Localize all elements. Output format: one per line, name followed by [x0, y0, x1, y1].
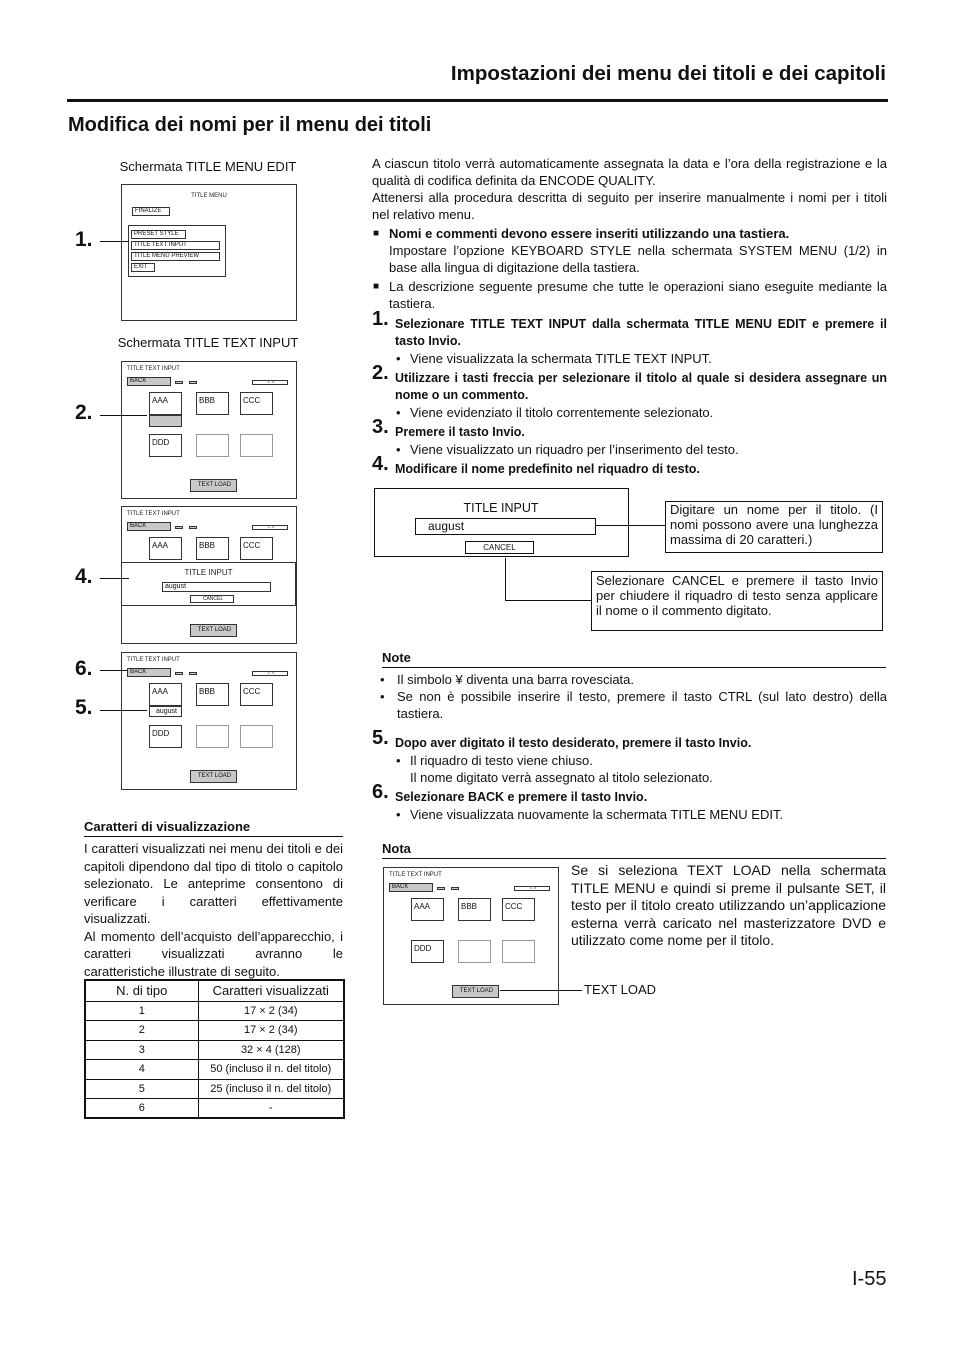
note-section	[372, 671, 887, 823]
table-header: Caratteri visualizzati	[198, 980, 344, 1001]
empty-tile	[240, 725, 273, 748]
step-number: 5.	[372, 727, 389, 749]
intro-section	[372, 155, 887, 478]
title-input-diagram	[374, 488, 629, 557]
step-number: 2.	[372, 362, 389, 384]
next-icon	[189, 381, 197, 384]
bullet-bold: Nomi e commenti devono essere inseriti utilizzando una tastiera.	[389, 226, 790, 241]
step-number: 1.	[372, 308, 389, 330]
title-tile: CCC	[502, 898, 535, 921]
bullet	[372, 225, 887, 276]
table-row	[85, 1021, 344, 1041]
title-tile: DDD	[149, 434, 182, 457]
title-text-input-screen	[121, 361, 297, 499]
screen-title: TITLE MENU	[191, 193, 227, 199]
prev-icon	[175, 526, 183, 529]
table-cell: -	[198, 1099, 344, 1119]
menu-item: EXIT	[131, 263, 155, 272]
table-cell: 50 (incluso il n. del titolo)	[198, 1060, 344, 1080]
table-row	[85, 1040, 344, 1060]
leader-line	[100, 415, 147, 416]
text-load-button: TEXT LOAD	[452, 985, 499, 998]
note-item: • Se non è possibile inserire il testo, premere il tasto CTRL (sul lato destro) della tastiera.	[372, 688, 887, 722]
bullet-text: ■ La descrizione seguente presume che tutte le operazioni siano eseguite mediante la tastiera.	[372, 278, 887, 312]
finalize-button: FINALIZE	[132, 207, 170, 216]
step-text: Premere il tasto Invio.	[395, 425, 525, 439]
table-cell: 5	[85, 1079, 198, 1099]
intro: Attenersi alla procedura descritta di seguito per inserire manualmente i nomi per i titoli nel relativo menu.	[372, 190, 887, 222]
chars-body	[84, 840, 343, 980]
title-text-input-screen	[383, 867, 559, 1005]
next-icon	[451, 887, 459, 890]
step-detail: • Viene visualizzata nuovamente la schermata TITLE MENU EDIT.	[372, 806, 887, 823]
text-load-button: TEXT LOAD	[190, 624, 237, 637]
nota-text: Se si seleziona TEXT LOAD nella schermata TITLE MENU e quindi si preme il pulsante SET, il testo per il titolo creato utilizzando un’applicazione esterna verrà caricato nel masterizzatore DVD e utilizzato come nome per il titolo.	[571, 862, 886, 949]
callout-cancel: Selezionare CANCEL e premere il tasto Invio per chiudere il riquadro di testo senza applicare il nome o il commento digitato.	[591, 571, 883, 631]
leader-line	[500, 990, 582, 991]
steps-list	[372, 727, 887, 823]
page-indicator: 1 - 6	[252, 671, 288, 676]
step-text: Selezionare BACK e premere il tasto Invio.	[395, 790, 648, 804]
menu-item: TITLE TEXT INPUT	[131, 241, 220, 250]
step-number: 4.	[372, 453, 389, 475]
step-3	[372, 416, 887, 441]
leader-line	[595, 525, 665, 526]
note-item: • Il simbolo ¥ diventa una barra rovesciata.	[372, 671, 887, 688]
page-title: Modifica dei nomi per il menu dei titoli	[68, 114, 432, 136]
selected-name-slot	[149, 415, 182, 427]
table-cell: 17 × 2 (34)	[198, 1021, 344, 1041]
title-tile: DDD	[411, 940, 444, 963]
step-detail: • Viene visualizzata la schermata TITLE TEXT INPUT.	[372, 350, 887, 367]
title-tile: BBB	[458, 898, 491, 921]
title-tile: AAA	[411, 898, 444, 921]
title-text-input-screen	[121, 652, 297, 790]
screen-title: TITLE TEXT INPUT	[127, 657, 180, 663]
step-label: 4.	[75, 565, 93, 588]
title-input-dialog	[121, 562, 296, 606]
text-load-button: TEXT LOAD	[190, 770, 237, 783]
step-label: 5.	[75, 696, 93, 719]
caption-text-input: Schermata TITLE TEXT INPUT	[117, 335, 299, 350]
cancel-button: CANCEL	[190, 595, 234, 603]
caption-menu-edit: Schermata TITLE MENU EDIT	[119, 159, 297, 174]
step-text: Dopo aver digitato il testo desiderato, premere il tasto Invio.	[395, 736, 752, 750]
back-button: BACK	[127, 668, 171, 677]
table-cell: 1	[85, 1001, 198, 1021]
title-tile: CCC	[240, 683, 273, 706]
leader-line	[100, 710, 147, 711]
title-input-label: TITLE INPUT	[184, 568, 233, 577]
table-cell: 17 × 2 (34)	[198, 1001, 344, 1021]
title-input-field: august	[415, 518, 596, 535]
step-number: 6.	[372, 781, 389, 803]
title-tile: CCC	[240, 537, 273, 560]
table-row	[85, 1079, 344, 1099]
next-icon	[189, 526, 197, 529]
title-input-label: TITLE INPUT	[463, 501, 539, 515]
chars-table	[84, 979, 345, 1119]
empty-tile	[240, 434, 273, 457]
step-5	[372, 727, 887, 752]
section-title: Impostazioni dei menu dei titoli e dei capitoli	[450, 62, 886, 85]
table-row	[85, 1099, 344, 1119]
step-detail: • Viene evidenziato il titolo correntemente selezionato.	[372, 404, 887, 421]
screen-title: TITLE TEXT INPUT	[127, 511, 180, 517]
empty-tile	[196, 725, 229, 748]
table-cell: 4	[85, 1060, 198, 1080]
prev-icon	[175, 672, 183, 675]
text-load-label: TEXT LOAD	[584, 982, 657, 997]
title-tile: BBB	[196, 392, 229, 415]
table-row	[85, 1001, 344, 1021]
leader-line	[100, 578, 129, 579]
page-indicator: 1 - 6	[252, 380, 288, 385]
prev-icon	[175, 381, 183, 384]
text-load-button: TEXT LOAD	[190, 479, 237, 492]
table-cell: 3	[85, 1040, 198, 1060]
step-detail: • Viene visualizzato un riquadro per l’inserimento del testo.	[372, 441, 887, 458]
step-number: 3.	[372, 416, 389, 438]
title-tile: CCC	[240, 392, 273, 415]
nota-heading: Nota	[382, 841, 886, 859]
chars-text: I caratteri visualizzati nei menu dei titoli e dei capitoli dipendono dal tipo di titolo o capitolo selezionato. Le anteprime consentono di verificare i caratteri effettivamente visualizzati.	[84, 841, 343, 926]
chars-text: Al momento dell’acquisto dell’apparecchio, i caratteri visualizzati avranno le caratteristiche illustrate di seguito.	[84, 928, 343, 979]
leader-line	[505, 600, 591, 601]
leader-line	[505, 558, 506, 601]
page-indicator: 1 - 6	[252, 525, 288, 530]
step-detail: • Il riquadro di testo viene chiuso.	[372, 752, 887, 769]
header-rule	[67, 99, 888, 102]
title-text-input-screen	[121, 506, 297, 644]
table-cell: 2	[85, 1021, 198, 1041]
table-cell: 32 × 4 (128)	[198, 1040, 344, 1060]
intro: A ciascun titolo verrà automaticamente assegnata la data e l’ora della registrazione e la qualità di codifica definita da ENCODE QUALITY.	[372, 156, 887, 188]
page-indicator: 1 - 6	[514, 886, 550, 891]
screen-title: TITLE TEXT INPUT	[127, 366, 180, 372]
cancel-button: CANCEL	[465, 541, 534, 554]
step-text: Utilizzare i tasti freccia per selezionare il titolo al quale si desidera assegnare un nome o un commento.	[395, 371, 887, 402]
empty-tile	[458, 940, 491, 963]
title-tile: AAA	[149, 392, 182, 415]
back-button: BACK	[127, 522, 171, 531]
note-heading: Note	[382, 650, 886, 668]
step-6	[372, 781, 887, 806]
empty-tile	[502, 940, 535, 963]
chars-heading: Caratteri di visualizzazione	[84, 819, 343, 837]
page-number: I-55	[852, 1268, 887, 1290]
title-tile: AAA	[149, 537, 182, 560]
title-input-field: august	[162, 582, 271, 592]
table-cell: 6	[85, 1099, 198, 1119]
leader-line	[100, 241, 129, 242]
step-4	[372, 453, 887, 478]
step-text: Selezionare TITLE TEXT INPUT dalla schermata TITLE MENU EDIT e premere il tasto Invio.	[395, 317, 887, 348]
leader-line	[100, 670, 127, 671]
empty-tile	[196, 434, 229, 457]
table-cell: 25 (incluso il n. del titolo)	[198, 1079, 344, 1099]
menu-item: PRESET STYLE	[131, 230, 186, 239]
step-detail: Il nome digitato verrà assegnato al titolo selezionato.	[410, 770, 713, 785]
screen-title: TITLE TEXT INPUT	[389, 872, 442, 878]
menu-item: TITLE MENU PREVIEW	[131, 252, 220, 261]
step-label: 2.	[75, 401, 93, 424]
next-icon	[189, 672, 197, 675]
back-button: BACK	[389, 883, 433, 892]
step-text: Modificare il nome predefinito nel riquadro di testo.	[395, 462, 700, 476]
title-tile: BBB	[196, 537, 229, 560]
title-tile: DDD	[149, 725, 182, 748]
table-header: N. di tipo	[85, 980, 198, 1001]
title-menu-screen	[121, 184, 297, 321]
title-name: august	[149, 706, 182, 717]
title-tile: BBB	[196, 683, 229, 706]
steps-list	[372, 308, 887, 478]
title-tile: AAA	[149, 683, 182, 706]
step-label: 1.	[75, 228, 93, 251]
step-label: 6.	[75, 657, 93, 680]
prev-icon	[437, 887, 445, 890]
table-row	[85, 1060, 344, 1080]
bullet-text: Impostare l’opzione KEYBOARD STYLE nella schermata SYSTEM MENU (1/2) in base alla lingua di digitazione della tastiera.	[389, 243, 887, 275]
callout-name: Digitare un nome per il titolo. (I nomi possono avere una lunghezza massima di 20 caratteri.)	[665, 501, 883, 553]
back-button: BACK	[127, 377, 171, 386]
step-1	[372, 308, 887, 350]
step-2	[372, 362, 887, 404]
